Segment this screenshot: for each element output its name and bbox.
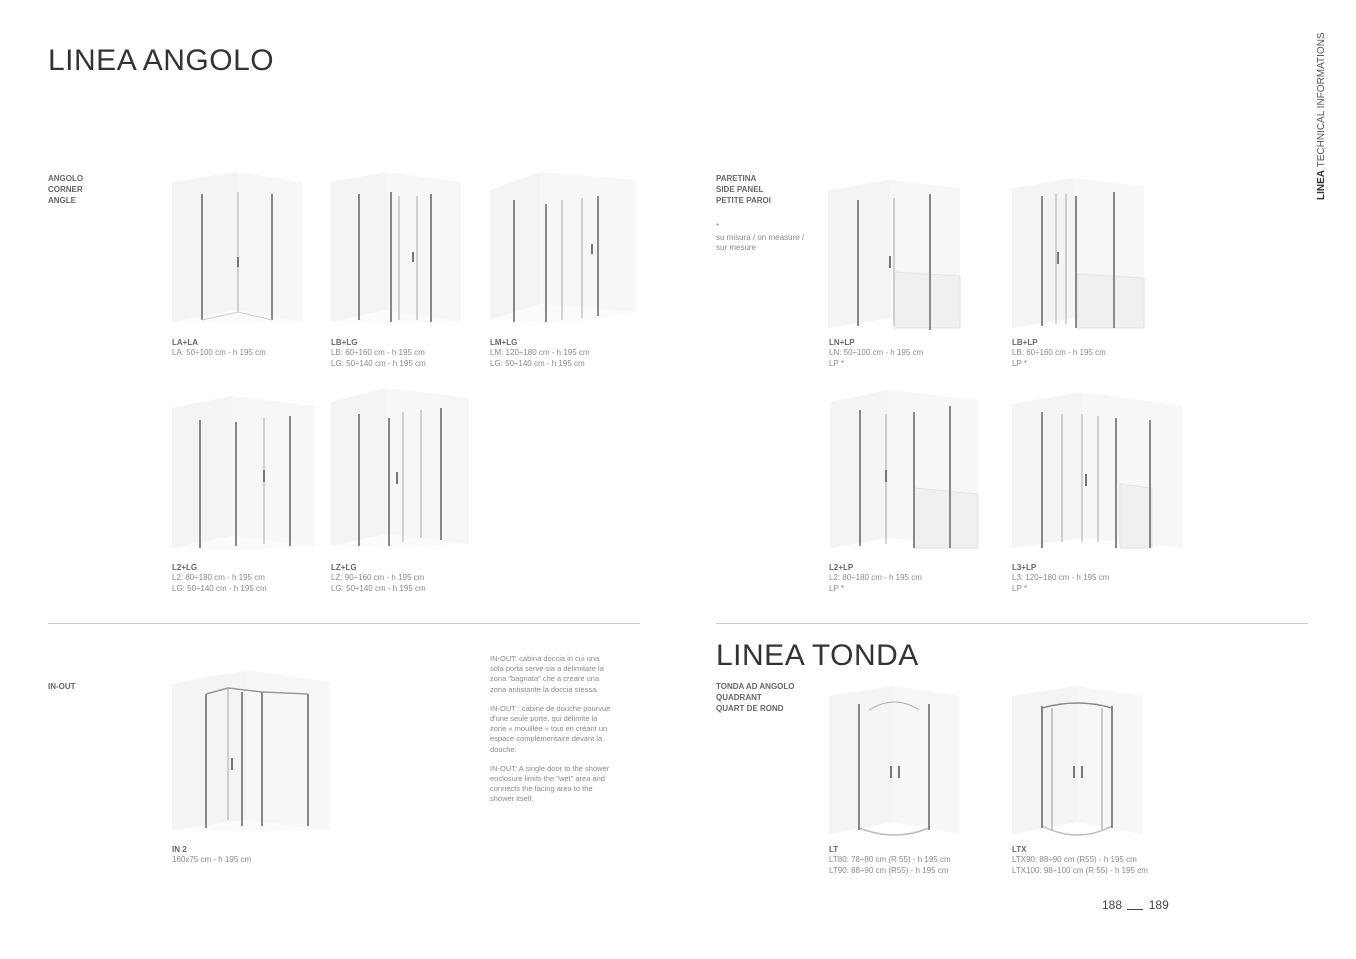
inout-description	[490, 654, 615, 814]
product-code: LM+LG	[490, 338, 518, 347]
product-code: L3+LP	[1012, 563, 1037, 572]
section-label-line: CORNER	[48, 185, 83, 194]
product-code: LN+LP	[829, 338, 855, 347]
product-code: L2+LP	[829, 563, 854, 572]
product-caption-lm-lg	[490, 337, 590, 369]
enclosure-image-ln-lp	[828, 180, 960, 330]
section-label-line: SIDE PANEL	[716, 185, 764, 194]
enclosure-image-lt	[829, 686, 959, 836]
product-size: LG: 50÷140 cm - h 195 cm	[331, 583, 426, 593]
product-size: LP *	[1012, 583, 1027, 593]
enclosure-image-ltx	[1012, 686, 1142, 836]
page-number-right: 189	[1148, 898, 1169, 912]
enclosure-image-lm-lg	[490, 172, 636, 324]
product-caption-lt	[829, 844, 951, 876]
product-caption-lb-lp	[1012, 337, 1106, 369]
enclosure-image-in-2	[172, 670, 330, 832]
page-numbers	[1102, 898, 1169, 912]
section-label-line: PARETINA	[716, 174, 757, 183]
enclosure-image-l2-lg	[172, 396, 314, 550]
product-size: LG: 50÷140 cm - h 195 cm	[331, 358, 426, 368]
measure-note-star: *	[716, 222, 720, 231]
product-size: LB: 60÷160 cm - h 195 cm	[331, 348, 425, 357]
product-caption-l2-lp	[829, 562, 922, 594]
description-paragraph-en: IN-OUT: A single door to the shower enclosure limits the "wet" area and connects the facing area to the shower itself.	[490, 763, 610, 804]
side-label-bold: LINEA	[1316, 170, 1327, 200]
product-code: LB+LP	[1012, 338, 1038, 347]
product-caption-la-la	[172, 337, 266, 359]
product-caption-in-2	[172, 844, 251, 866]
enclosure-image-lb-lg	[331, 172, 461, 324]
page-title-tonda: LINEA TONDA	[716, 639, 919, 672]
product-size: LM: 120÷180 cm - h 195 cm	[490, 348, 590, 357]
product-code: LB+LG	[331, 338, 358, 347]
measure-note	[716, 222, 804, 254]
section-label-line: QUART DE ROND	[716, 704, 784, 713]
product-caption-lb-lg	[331, 337, 426, 369]
section-label-tonda	[716, 681, 795, 714]
page-number-separator	[1127, 909, 1143, 910]
side-label-rest: TECHNICAL INFORMATIONS	[1316, 32, 1327, 170]
product-size: LP *	[1012, 358, 1027, 368]
enclosure-image-lb-lp	[1012, 178, 1144, 330]
section-label-line: ANGOLO	[48, 174, 84, 183]
product-size: LG: 50÷140 cm - h 195 cm	[172, 583, 267, 593]
section-divider-left	[48, 623, 640, 624]
product-caption-ltx	[1012, 844, 1148, 876]
description-paragraph-fr: IN-OUT : cabine de douche pourvue d'une seule porte, qui délimite la zone « mouillée » tout en créant un espace complémentaire devant la douche.	[490, 703, 611, 754]
product-caption-l3-lp	[1012, 562, 1109, 594]
product-size: LTX90: 88÷90 cm (R55) - h 195 cm	[1012, 855, 1137, 864]
measure-note-line: sur mesure	[716, 243, 757, 252]
product-code: LZ+LG	[331, 563, 357, 572]
section-label-line: TONDA AD ANGOLO	[716, 682, 795, 691]
product-size: LA: 50÷100 cm - h 195 cm	[172, 348, 266, 357]
description-paragraph-it: IN-OUT: cabina doccia in cui una sola porta serve sia a delimitare la zona "bagnata" che a creare una zona antistante la doccia stessa.	[490, 654, 604, 694]
product-size: LN: 50÷100 cm - h 195 cm	[829, 348, 924, 357]
product-code: LT	[829, 845, 839, 854]
enclosure-image-l2-lp	[830, 390, 978, 550]
product-code: LTX	[1012, 845, 1027, 854]
product-size: L2: 80÷180 cm - h 195 cm	[172, 573, 265, 582]
side-header-label	[1316, 32, 1327, 200]
section-label-line: PETITE PAROI	[716, 196, 771, 205]
enclosure-image-lz-lg	[331, 388, 469, 548]
enclosure-image-la-la	[172, 172, 302, 324]
product-size: LP *	[829, 358, 844, 368]
product-size: LP *	[829, 583, 844, 593]
product-size: LG: 50÷140 cm - h 195 cm	[490, 358, 585, 368]
section-divider-right	[716, 623, 1308, 624]
page-number-left: 188	[1102, 898, 1123, 912]
product-code: L2+LG	[172, 563, 198, 572]
page-title-angolo: LINEA ANGOLO	[48, 44, 275, 77]
product-size: LT90: 88÷90 cm (R55) - h 195 cm	[829, 865, 949, 875]
product-size: L3: 120÷180 cm - h 195 cm	[1012, 573, 1110, 582]
section-label-line: QUADRANT	[716, 693, 762, 702]
product-size: 160x75 cm - h 195 cm	[172, 855, 252, 864]
product-code: LA+LA	[172, 338, 198, 347]
product-caption-l2-lg	[172, 562, 267, 594]
product-size: LT80: 78÷80 cm (R 55) - h 195 cm	[829, 855, 951, 864]
product-size: LTX100: 98÷100 cm (R 55) - h 195 cm	[1012, 865, 1148, 875]
section-label-paretina	[716, 173, 771, 206]
section-label-line: ANGLE	[48, 196, 76, 205]
measure-note-line: su misura / on measure /	[716, 232, 805, 242]
product-caption-lz-lg	[331, 562, 426, 594]
product-size: LZ: 90÷160 cm - h 195 cm	[331, 573, 425, 582]
section-label-angolo	[48, 173, 83, 206]
enclosure-image-l3-lp	[1012, 392, 1182, 550]
section-label-inout: IN-OUT	[48, 682, 76, 691]
product-size: L2: 80÷180 cm - h 195 cm	[829, 573, 922, 582]
product-size: LB: 60÷160 cm - h 195 cm	[1012, 348, 1106, 357]
product-caption-ln-lp	[829, 337, 923, 369]
product-code: IN 2	[172, 845, 187, 854]
